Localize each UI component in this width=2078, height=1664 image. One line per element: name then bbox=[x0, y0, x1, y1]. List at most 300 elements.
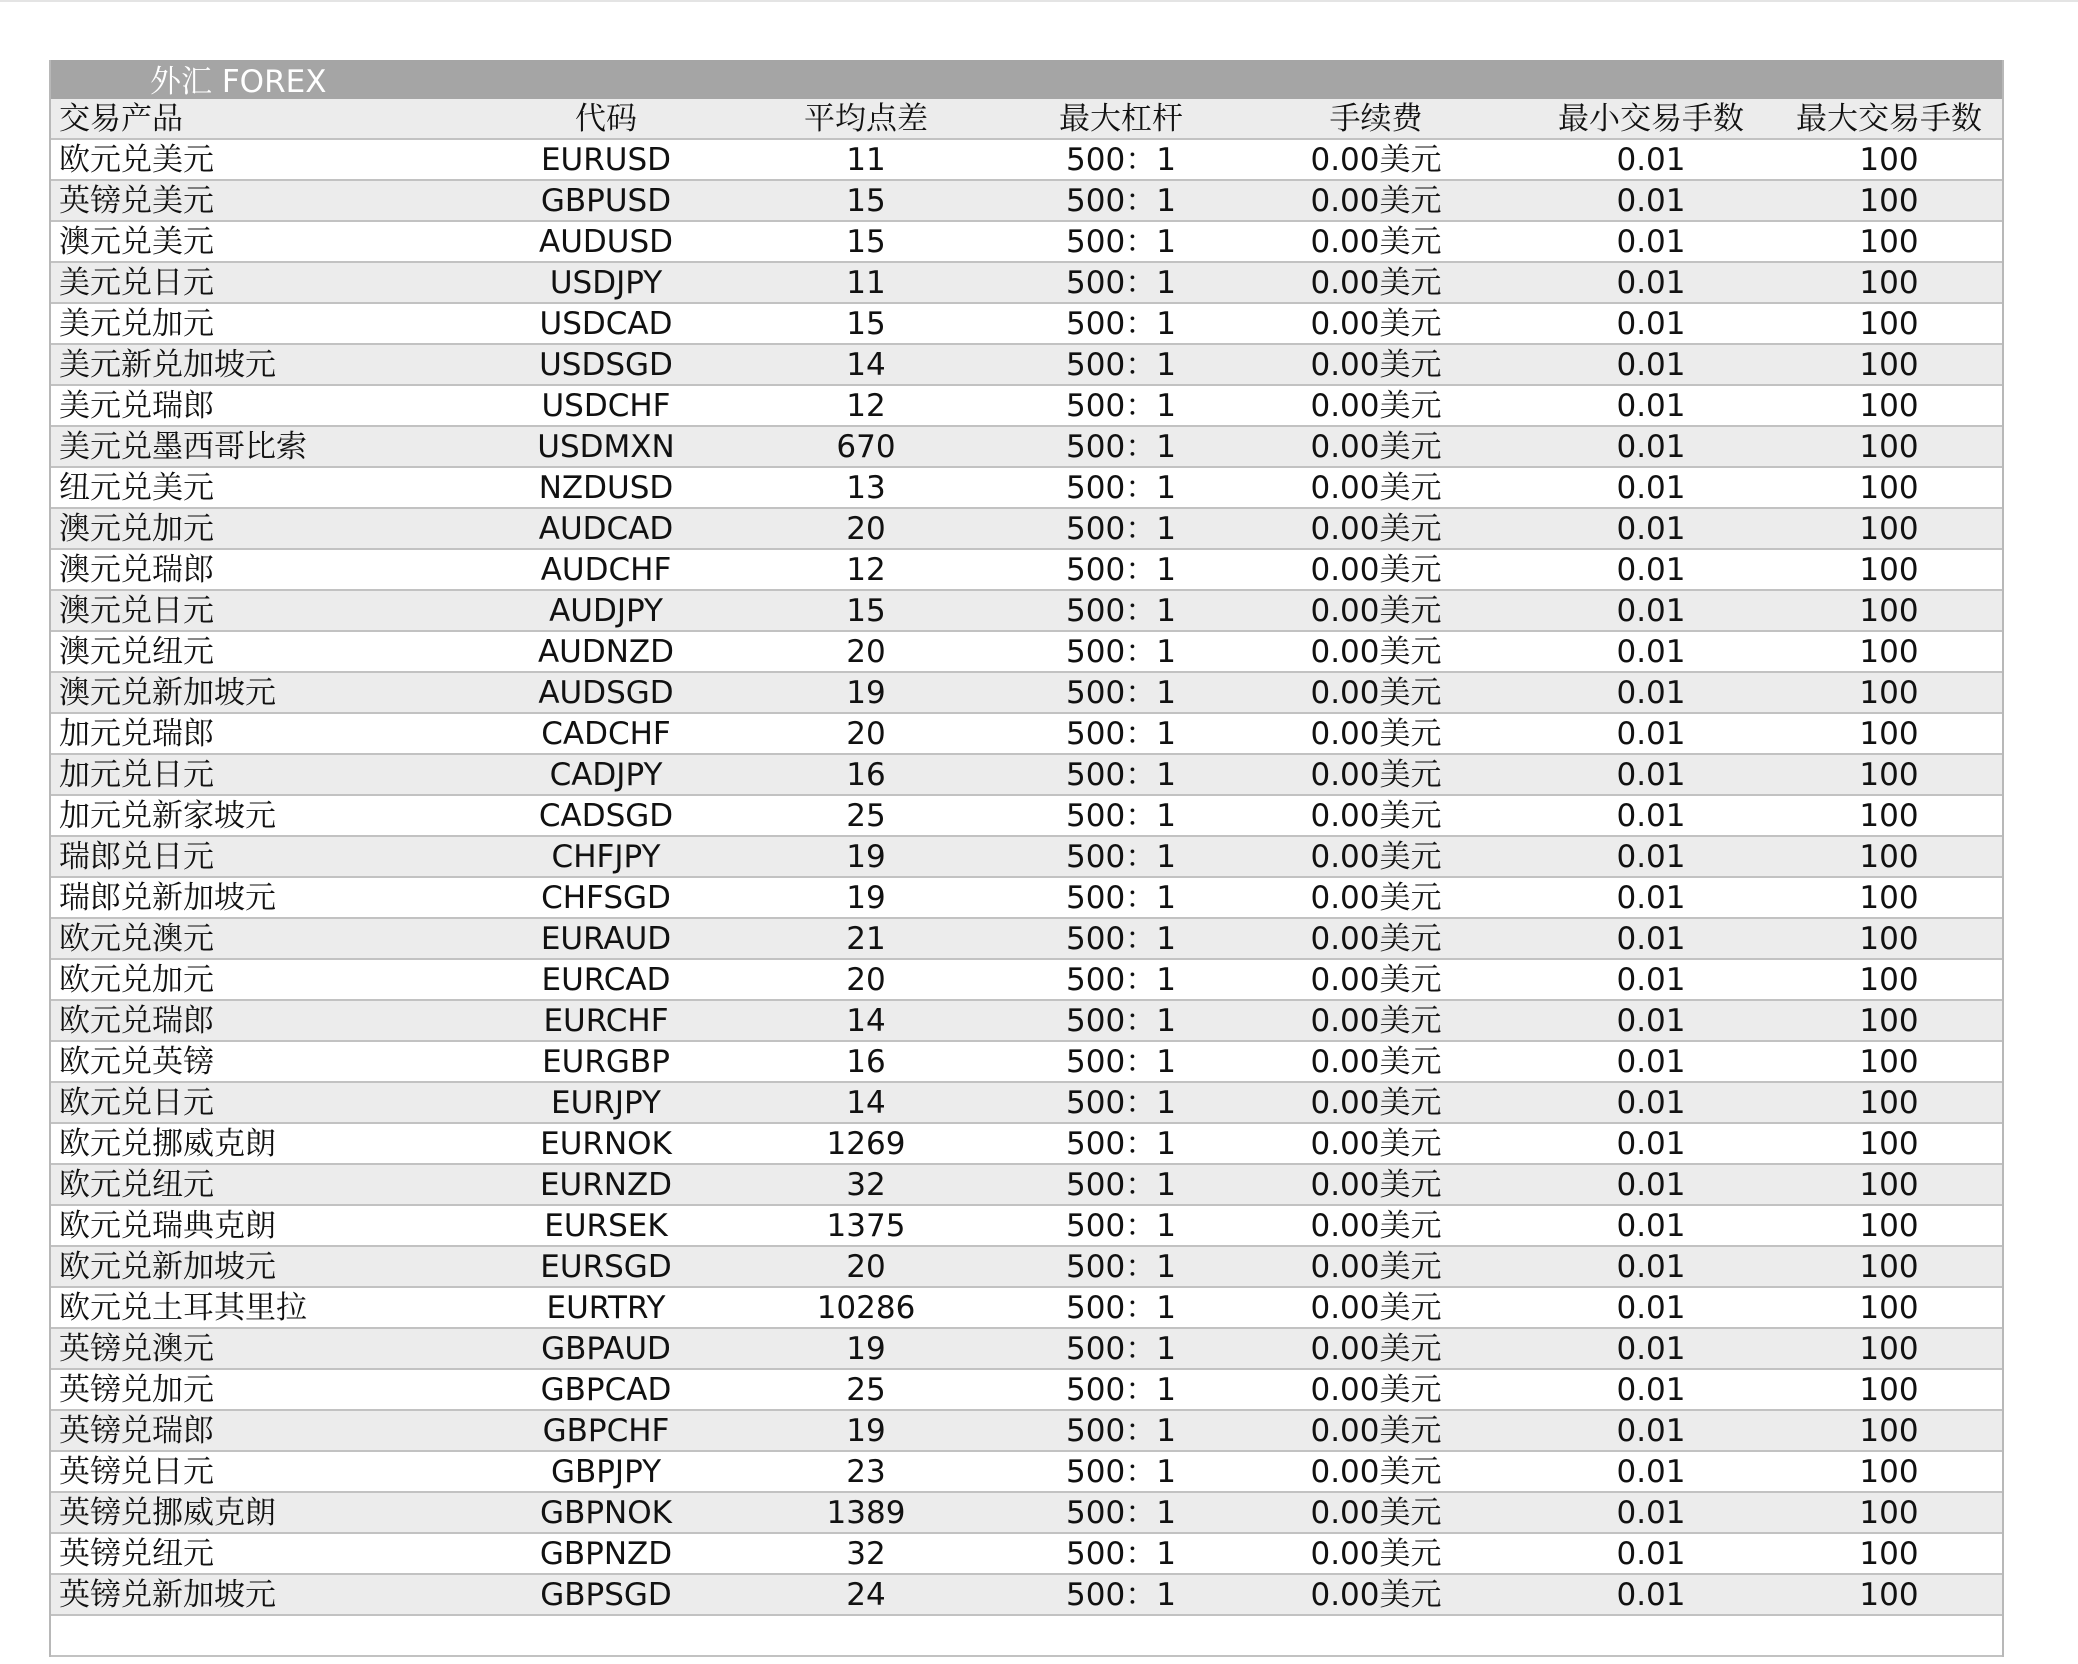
cell-max-lots: 100 bbox=[1859, 634, 1919, 670]
cell-product: 澳元兑日元 bbox=[59, 593, 214, 629]
cell-min-lots: 0.01 bbox=[1616, 265, 1686, 301]
cell-product: 英镑兑加元 bbox=[59, 1372, 214, 1408]
cell-max-lots: 100 bbox=[1859, 1577, 1919, 1613]
cell-max-leverage: 500：1 bbox=[1066, 921, 1176, 957]
cell-min-lots: 0.01 bbox=[1616, 1536, 1686, 1572]
cell-avg-spread: 20 bbox=[846, 511, 886, 547]
cell-avg-spread: 23 bbox=[846, 1454, 886, 1490]
cell-commission: 0.00美元 bbox=[1310, 265, 1442, 301]
cell-commission: 0.00美元 bbox=[1310, 1536, 1442, 1572]
cell-avg-spread: 19 bbox=[846, 1331, 886, 1367]
cell-min-lots: 0.01 bbox=[1616, 1331, 1686, 1367]
cell-max-leverage: 500：1 bbox=[1066, 1331, 1176, 1367]
cell-max-lots: 100 bbox=[1859, 1454, 1919, 1490]
cell-avg-spread: 19 bbox=[846, 839, 886, 875]
cell-code: USDCHF bbox=[541, 388, 671, 424]
cell-commission: 0.00美元 bbox=[1310, 142, 1442, 178]
cell-max-lots: 100 bbox=[1859, 1208, 1919, 1244]
cell-max-leverage: 500：1 bbox=[1066, 1003, 1176, 1039]
cell-avg-spread: 16 bbox=[846, 757, 886, 793]
cell-product: 欧元兑土耳其里拉 bbox=[59, 1290, 307, 1326]
cell-code: GBPCHF bbox=[542, 1413, 670, 1449]
cell-commission: 0.00美元 bbox=[1310, 552, 1442, 588]
cell-avg-spread: 14 bbox=[846, 1003, 886, 1039]
cell-max-lots: 100 bbox=[1859, 388, 1919, 424]
cell-product: 澳元兑新加坡元 bbox=[59, 675, 276, 711]
cell-max-lots: 100 bbox=[1859, 1126, 1919, 1162]
cell-code: USDJPY bbox=[549, 265, 663, 301]
cell-code: AUDSGD bbox=[538, 675, 674, 711]
cell-min-lots: 0.01 bbox=[1616, 1454, 1686, 1490]
cell-avg-spread: 1375 bbox=[826, 1208, 906, 1244]
cell-min-lots: 0.01 bbox=[1616, 552, 1686, 588]
cell-min-lots: 0.01 bbox=[1616, 1085, 1686, 1121]
cell-max-leverage: 500：1 bbox=[1066, 1413, 1176, 1449]
table-row bbox=[51, 1575, 2002, 1616]
cell-product: 欧元兑新加坡元 bbox=[59, 1249, 276, 1285]
cell-product: 澳元兑纽元 bbox=[59, 634, 214, 670]
cell-avg-spread: 15 bbox=[846, 306, 886, 342]
cell-commission: 0.00美元 bbox=[1310, 962, 1442, 998]
cell-avg-spread: 15 bbox=[846, 593, 886, 629]
cell-max-leverage: 500：1 bbox=[1066, 1126, 1176, 1162]
cell-max-leverage: 500：1 bbox=[1066, 798, 1176, 834]
table-row bbox=[51, 345, 2002, 386]
cell-max-leverage: 500：1 bbox=[1066, 1085, 1176, 1121]
cell-product: 英镑兑瑞郎 bbox=[59, 1413, 214, 1449]
table-row bbox=[51, 1534, 2002, 1575]
page-top-rule bbox=[0, 0, 2078, 2]
cell-min-lots: 0.01 bbox=[1616, 388, 1686, 424]
cell-commission: 0.00美元 bbox=[1310, 1372, 1442, 1408]
header-product: 交易产品 bbox=[59, 101, 183, 137]
table-row bbox=[51, 1206, 2002, 1247]
table-bottom-rule bbox=[51, 1655, 2002, 1657]
cell-min-lots: 0.01 bbox=[1616, 183, 1686, 219]
cell-max-lots: 100 bbox=[1859, 470, 1919, 506]
cell-product: 欧元兑瑞郎 bbox=[59, 1003, 214, 1039]
cell-code: AUDNZD bbox=[537, 634, 675, 670]
table-row bbox=[51, 1165, 2002, 1206]
cell-product: 澳元兑美元 bbox=[59, 224, 214, 260]
cell-product: 欧元兑瑞典克朗 bbox=[59, 1208, 276, 1244]
cell-max-leverage: 500：1 bbox=[1066, 429, 1176, 465]
cell-max-lots: 100 bbox=[1859, 552, 1919, 588]
cell-product: 瑞郎兑新加坡元 bbox=[59, 880, 276, 916]
cell-max-leverage: 500：1 bbox=[1066, 1044, 1176, 1080]
cell-avg-spread: 11 bbox=[846, 142, 886, 178]
table-row bbox=[51, 1001, 2002, 1042]
table-title: 外汇 FOREX bbox=[51, 60, 2002, 99]
cell-max-lots: 100 bbox=[1859, 962, 1919, 998]
cell-product: 英镑兑挪威克朗 bbox=[59, 1495, 276, 1531]
cell-max-lots: 100 bbox=[1859, 347, 1919, 383]
cell-min-lots: 0.01 bbox=[1616, 511, 1686, 547]
table-row bbox=[51, 919, 2002, 960]
cell-commission: 0.00美元 bbox=[1310, 388, 1442, 424]
cell-max-lots: 100 bbox=[1859, 798, 1919, 834]
cell-product: 纽元兑美元 bbox=[59, 470, 214, 506]
cell-max-lots: 100 bbox=[1859, 1495, 1919, 1531]
cell-max-leverage: 500：1 bbox=[1066, 1495, 1176, 1531]
cell-max-leverage: 500：1 bbox=[1066, 839, 1176, 875]
cell-min-lots: 0.01 bbox=[1616, 757, 1686, 793]
cell-max-lots: 100 bbox=[1859, 1085, 1919, 1121]
cell-code: GBPSGD bbox=[540, 1577, 672, 1613]
cell-code: CADJPY bbox=[549, 757, 663, 793]
table-row bbox=[51, 509, 2002, 550]
cell-code: GBPAUD bbox=[541, 1331, 671, 1367]
cell-max-leverage: 500：1 bbox=[1066, 347, 1176, 383]
cell-code: GBPNZD bbox=[539, 1536, 673, 1572]
cell-product: 欧元兑日元 bbox=[59, 1085, 214, 1121]
cell-max-lots: 100 bbox=[1859, 1003, 1919, 1039]
cell-commission: 0.00美元 bbox=[1310, 347, 1442, 383]
cell-commission: 0.00美元 bbox=[1310, 511, 1442, 547]
cell-min-lots: 0.01 bbox=[1616, 347, 1686, 383]
table-row bbox=[51, 714, 2002, 755]
cell-avg-spread: 20 bbox=[846, 634, 886, 670]
cell-max-lots: 100 bbox=[1859, 716, 1919, 752]
cell-product: 美元兑墨西哥比索 bbox=[59, 429, 307, 465]
cell-code: AUDCHF bbox=[540, 552, 672, 588]
cell-commission: 0.00美元 bbox=[1310, 798, 1442, 834]
cell-max-leverage: 500：1 bbox=[1066, 1372, 1176, 1408]
cell-max-lots: 100 bbox=[1859, 224, 1919, 260]
cell-avg-spread: 19 bbox=[846, 880, 886, 916]
cell-min-lots: 0.01 bbox=[1616, 1495, 1686, 1531]
cell-product: 加元兑日元 bbox=[59, 757, 214, 793]
header-min-lots: 最小交易手数 bbox=[1558, 101, 1744, 137]
cell-max-leverage: 500：1 bbox=[1066, 388, 1176, 424]
cell-avg-spread: 32 bbox=[846, 1167, 886, 1203]
cell-min-lots: 0.01 bbox=[1616, 1413, 1686, 1449]
cell-max-leverage: 500：1 bbox=[1066, 1454, 1176, 1490]
cell-code: EURAUD bbox=[540, 921, 672, 957]
cell-avg-spread: 20 bbox=[846, 1249, 886, 1285]
table-row bbox=[51, 468, 2002, 509]
cell-max-lots: 100 bbox=[1859, 1290, 1919, 1326]
cell-product: 美元兑瑞郎 bbox=[59, 388, 214, 424]
cell-max-lots: 100 bbox=[1859, 880, 1919, 916]
cell-max-leverage: 500：1 bbox=[1066, 593, 1176, 629]
header-code: 代码 bbox=[575, 101, 637, 137]
cell-max-leverage: 500：1 bbox=[1066, 634, 1176, 670]
cell-max-lots: 100 bbox=[1859, 757, 1919, 793]
table-empty-row bbox=[51, 1616, 2002, 1655]
cell-max-leverage: 500：1 bbox=[1066, 1290, 1176, 1326]
cell-code: EURNOK bbox=[540, 1126, 672, 1162]
table-row bbox=[51, 1247, 2002, 1288]
cell-code: EURJPY bbox=[551, 1085, 661, 1121]
cell-code: NZDUSD bbox=[538, 470, 674, 506]
cell-product: 欧元兑挪威克朗 bbox=[59, 1126, 276, 1162]
cell-commission: 0.00美元 bbox=[1310, 757, 1442, 793]
cell-avg-spread: 24 bbox=[846, 1577, 886, 1613]
cell-commission: 0.00美元 bbox=[1310, 716, 1442, 752]
cell-product: 欧元兑英镑 bbox=[59, 1044, 214, 1080]
cell-commission: 0.00美元 bbox=[1310, 1044, 1442, 1080]
cell-avg-spread: 15 bbox=[846, 183, 886, 219]
cell-product: 美元新兑加坡元 bbox=[59, 347, 276, 383]
cell-min-lots: 0.01 bbox=[1616, 1003, 1686, 1039]
cell-max-leverage: 500：1 bbox=[1066, 1167, 1176, 1203]
cell-avg-spread: 13 bbox=[846, 470, 886, 506]
cell-commission: 0.00美元 bbox=[1310, 634, 1442, 670]
table-row bbox=[51, 1493, 2002, 1534]
cell-avg-spread: 21 bbox=[846, 921, 886, 957]
cell-avg-spread: 670 bbox=[836, 429, 896, 465]
cell-commission: 0.00美元 bbox=[1310, 1577, 1442, 1613]
cell-min-lots: 0.01 bbox=[1616, 1249, 1686, 1285]
header-commission: 手续费 bbox=[1329, 101, 1423, 137]
cell-max-leverage: 500：1 bbox=[1066, 675, 1176, 711]
table-row bbox=[51, 263, 2002, 304]
table-row bbox=[51, 550, 2002, 591]
cell-code: GBPUSD bbox=[540, 183, 672, 219]
cell-avg-spread: 19 bbox=[846, 1413, 886, 1449]
cell-commission: 0.00美元 bbox=[1310, 224, 1442, 260]
cell-max-leverage: 500：1 bbox=[1066, 1208, 1176, 1244]
cell-commission: 0.00美元 bbox=[1310, 1167, 1442, 1203]
cell-product: 欧元兑纽元 bbox=[59, 1167, 214, 1203]
cell-max-lots: 100 bbox=[1859, 675, 1919, 711]
cell-avg-spread: 25 bbox=[846, 1372, 886, 1408]
table-row bbox=[51, 878, 2002, 919]
forex-table bbox=[49, 60, 2004, 1657]
cell-commission: 0.00美元 bbox=[1310, 880, 1442, 916]
table-row bbox=[51, 591, 2002, 632]
cell-commission: 0.00美元 bbox=[1310, 1085, 1442, 1121]
cell-min-lots: 0.01 bbox=[1616, 1577, 1686, 1613]
cell-max-lots: 100 bbox=[1859, 1167, 1919, 1203]
cell-min-lots: 0.01 bbox=[1616, 142, 1686, 178]
table-row bbox=[51, 386, 2002, 427]
cell-code: GBPJPY bbox=[550, 1454, 662, 1490]
table-row bbox=[51, 673, 2002, 714]
cell-commission: 0.00美元 bbox=[1310, 839, 1442, 875]
cell-code: CADSGD bbox=[538, 798, 674, 834]
cell-min-lots: 0.01 bbox=[1616, 675, 1686, 711]
cell-max-lots: 100 bbox=[1859, 1044, 1919, 1080]
table-row bbox=[51, 222, 2002, 263]
cell-max-leverage: 500：1 bbox=[1066, 716, 1176, 752]
cell-max-leverage: 500：1 bbox=[1066, 470, 1176, 506]
table-row bbox=[51, 1411, 2002, 1452]
cell-code: USDSGD bbox=[539, 347, 673, 383]
cell-commission: 0.00美元 bbox=[1310, 921, 1442, 957]
cell-avg-spread: 16 bbox=[846, 1044, 886, 1080]
table-row bbox=[51, 755, 2002, 796]
cell-code: EURTRY bbox=[546, 1290, 666, 1326]
table-row bbox=[51, 1042, 2002, 1083]
cell-avg-spread: 1389 bbox=[826, 1495, 906, 1531]
cell-max-leverage: 500：1 bbox=[1066, 511, 1176, 547]
cell-code: EURNZD bbox=[539, 1167, 673, 1203]
header-avg-spread: 平均点差 bbox=[804, 101, 928, 137]
cell-max-lots: 100 bbox=[1859, 1249, 1919, 1285]
cell-avg-spread: 10286 bbox=[816, 1290, 916, 1326]
cell-min-lots: 0.01 bbox=[1616, 1044, 1686, 1080]
cell-min-lots: 0.01 bbox=[1616, 593, 1686, 629]
cell-product: 英镑兑日元 bbox=[59, 1454, 214, 1490]
cell-product: 瑞郎兑日元 bbox=[59, 839, 214, 875]
cell-code: EURUSD bbox=[540, 142, 672, 178]
cell-max-leverage: 500：1 bbox=[1066, 552, 1176, 588]
cell-code: EURSEK bbox=[544, 1208, 668, 1244]
cell-min-lots: 0.01 bbox=[1616, 1372, 1686, 1408]
table-row bbox=[51, 632, 2002, 673]
cell-product: 美元兑加元 bbox=[59, 306, 214, 342]
cell-avg-spread: 1269 bbox=[826, 1126, 906, 1162]
cell-max-lots: 100 bbox=[1859, 1372, 1919, 1408]
cell-code: USDMXN bbox=[537, 429, 675, 465]
table-header-row bbox=[51, 99, 2002, 140]
cell-commission: 0.00美元 bbox=[1310, 183, 1442, 219]
cell-commission: 0.00美元 bbox=[1310, 1249, 1442, 1285]
table-row bbox=[51, 1288, 2002, 1329]
cell-max-lots: 100 bbox=[1859, 921, 1919, 957]
cell-avg-spread: 19 bbox=[846, 675, 886, 711]
cell-min-lots: 0.01 bbox=[1616, 921, 1686, 957]
cell-commission: 0.00美元 bbox=[1310, 593, 1442, 629]
cell-code: AUDUSD bbox=[538, 224, 673, 260]
cell-max-leverage: 500：1 bbox=[1066, 142, 1176, 178]
cell-avg-spread: 14 bbox=[846, 1085, 886, 1121]
cell-min-lots: 0.01 bbox=[1616, 839, 1686, 875]
cell-max-lots: 100 bbox=[1859, 265, 1919, 301]
cell-product: 加元兑瑞郎 bbox=[59, 716, 214, 752]
cell-min-lots: 0.01 bbox=[1616, 470, 1686, 506]
table-row bbox=[51, 181, 2002, 222]
cell-commission: 0.00美元 bbox=[1310, 1454, 1442, 1490]
cell-product: 欧元兑加元 bbox=[59, 962, 214, 998]
table-row bbox=[51, 1370, 2002, 1411]
cell-commission: 0.00美元 bbox=[1310, 1208, 1442, 1244]
cell-max-lots: 100 bbox=[1859, 1331, 1919, 1367]
table-row bbox=[51, 796, 2002, 837]
table-row bbox=[51, 1329, 2002, 1370]
cell-avg-spread: 20 bbox=[846, 962, 886, 998]
cell-max-leverage: 500：1 bbox=[1066, 224, 1176, 260]
cell-commission: 0.00美元 bbox=[1310, 470, 1442, 506]
cell-commission: 0.00美元 bbox=[1310, 1290, 1442, 1326]
cell-max-lots: 100 bbox=[1859, 593, 1919, 629]
cell-code: USDCAD bbox=[539, 306, 673, 342]
cell-commission: 0.00美元 bbox=[1310, 675, 1442, 711]
cell-min-lots: 0.01 bbox=[1616, 798, 1686, 834]
cell-max-leverage: 500：1 bbox=[1066, 1577, 1176, 1613]
cell-max-leverage: 500：1 bbox=[1066, 1249, 1176, 1285]
cell-commission: 0.00美元 bbox=[1310, 1331, 1442, 1367]
cell-min-lots: 0.01 bbox=[1616, 1126, 1686, 1162]
cell-max-lots: 100 bbox=[1859, 511, 1919, 547]
cell-product: 美元兑日元 bbox=[59, 265, 214, 301]
cell-commission: 0.00美元 bbox=[1310, 1126, 1442, 1162]
cell-max-leverage: 500：1 bbox=[1066, 183, 1176, 219]
cell-commission: 0.00美元 bbox=[1310, 306, 1442, 342]
cell-min-lots: 0.01 bbox=[1616, 224, 1686, 260]
table-row bbox=[51, 1452, 2002, 1493]
cell-code: EURGBP bbox=[542, 1044, 670, 1080]
cell-product: 澳元兑加元 bbox=[59, 511, 214, 547]
cell-min-lots: 0.01 bbox=[1616, 429, 1686, 465]
cell-code: AUDJPY bbox=[549, 593, 663, 629]
cell-min-lots: 0.01 bbox=[1616, 962, 1686, 998]
cell-avg-spread: 11 bbox=[846, 265, 886, 301]
table-row bbox=[51, 140, 2002, 181]
cell-product: 欧元兑澳元 bbox=[59, 921, 214, 957]
cell-max-lots: 100 bbox=[1859, 839, 1919, 875]
cell-min-lots: 0.01 bbox=[1616, 1167, 1686, 1203]
table-row bbox=[51, 1124, 2002, 1165]
cell-avg-spread: 14 bbox=[846, 347, 886, 383]
table-row bbox=[51, 427, 2002, 468]
cell-max-lots: 100 bbox=[1859, 1413, 1919, 1449]
cell-code: CADCHF bbox=[541, 716, 671, 752]
cell-product: 加元兑新家坡元 bbox=[59, 798, 276, 834]
cell-product: 英镑兑澳元 bbox=[59, 1331, 214, 1367]
cell-code: CHFSGD bbox=[541, 880, 671, 916]
cell-max-lots: 100 bbox=[1859, 1536, 1919, 1572]
cell-min-lots: 0.01 bbox=[1616, 1208, 1686, 1244]
cell-avg-spread: 12 bbox=[846, 388, 886, 424]
table-body bbox=[51, 140, 2002, 1616]
cell-avg-spread: 15 bbox=[846, 224, 886, 260]
cell-product: 英镑兑纽元 bbox=[59, 1536, 214, 1572]
cell-min-lots: 0.01 bbox=[1616, 306, 1686, 342]
cell-code: GBPNOK bbox=[540, 1495, 672, 1531]
cell-avg-spread: 12 bbox=[846, 552, 886, 588]
cell-max-leverage: 500：1 bbox=[1066, 962, 1176, 998]
header-max-lots: 最大交易手数 bbox=[1796, 101, 1982, 137]
cell-product: 英镑兑美元 bbox=[59, 183, 214, 219]
cell-product: 英镑兑新加坡元 bbox=[59, 1577, 276, 1613]
cell-commission: 0.00美元 bbox=[1310, 1413, 1442, 1449]
cell-product: 澳元兑瑞郎 bbox=[59, 552, 214, 588]
cell-max-lots: 100 bbox=[1859, 183, 1919, 219]
header-max-leverage: 最大杠杆 bbox=[1059, 101, 1183, 137]
cell-code: GBPCAD bbox=[540, 1372, 672, 1408]
cell-max-lots: 100 bbox=[1859, 142, 1919, 178]
cell-min-lots: 0.01 bbox=[1616, 880, 1686, 916]
table-row bbox=[51, 837, 2002, 878]
cell-commission: 0.00美元 bbox=[1310, 429, 1442, 465]
cell-code: EURCHF bbox=[543, 1003, 669, 1039]
cell-max-leverage: 500：1 bbox=[1066, 1536, 1176, 1572]
cell-max-lots: 100 bbox=[1859, 306, 1919, 342]
cell-avg-spread: 20 bbox=[846, 716, 886, 752]
cell-max-leverage: 500：1 bbox=[1066, 757, 1176, 793]
cell-code: EURCAD bbox=[541, 962, 671, 998]
cell-min-lots: 0.01 bbox=[1616, 716, 1686, 752]
cell-commission: 0.00美元 bbox=[1310, 1003, 1442, 1039]
cell-max-lots: 100 bbox=[1859, 429, 1919, 465]
cell-code: CHFJPY bbox=[551, 839, 661, 875]
cell-code: EURSGD bbox=[540, 1249, 672, 1285]
cell-max-leverage: 500：1 bbox=[1066, 880, 1176, 916]
cell-avg-spread: 25 bbox=[846, 798, 886, 834]
cell-product: 欧元兑美元 bbox=[59, 142, 214, 178]
table-row bbox=[51, 304, 2002, 345]
cell-max-leverage: 500：1 bbox=[1066, 306, 1176, 342]
cell-min-lots: 0.01 bbox=[1616, 1290, 1686, 1326]
cell-min-lots: 0.01 bbox=[1616, 634, 1686, 670]
cell-avg-spread: 32 bbox=[846, 1536, 886, 1572]
cell-commission: 0.00美元 bbox=[1310, 1495, 1442, 1531]
cell-code: AUDCAD bbox=[538, 511, 674, 547]
table-row bbox=[51, 960, 2002, 1001]
